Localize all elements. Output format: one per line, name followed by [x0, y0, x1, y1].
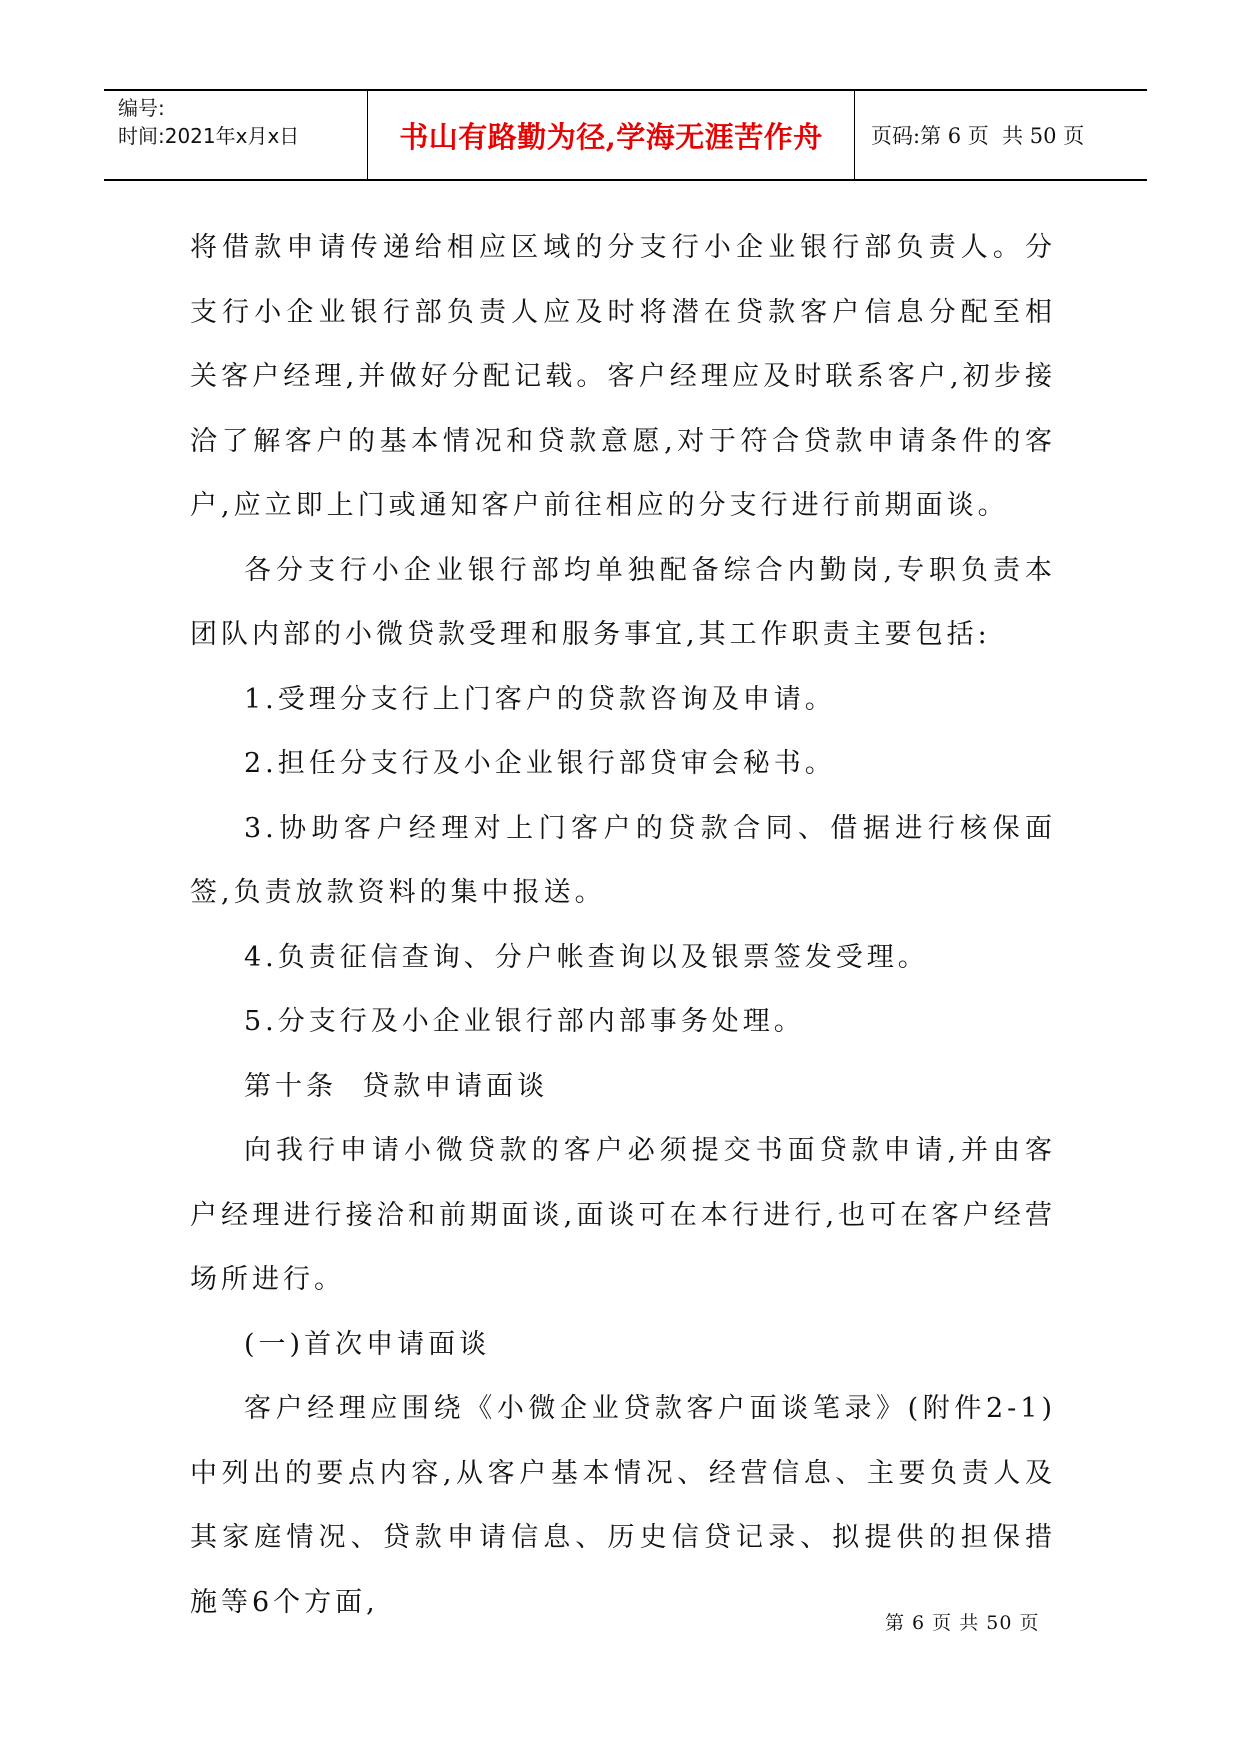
header-motto: 书山有路勤为径,学海无涯苦作舟	[368, 91, 855, 179]
list-item: 2.担任分支行及小企业银行部贷审会秘书。	[244, 748, 836, 779]
paragraph: 各分支行小企业银行部均单独配备综合内勤岗,专职负责本团队内部的小微贷款受理和服务事宜,其工作职责主要包括:	[190, 554, 1056, 650]
page-header	[104, 89, 1147, 181]
section-heading: 第十条 贷款申请面谈	[244, 1070, 549, 1102]
paragraph: 将借款申请传递给相应区域的分支行小企业银行部负责人。分支行小企业银行部负责人应及时将潜在贷款客户信息分配至相关客户经理,并做好分配记载。客户经理应及时联系客户,初步接洽了解客户的基本情况和贷款意愿,对于符合贷款申请条件的客户,应立即上门或通知客户前往相应的分支行进行前期面谈。	[190, 232, 1056, 521]
paragraph: 客户经理应围绕《小微企业贷款客户面谈笔录》(附件2-1)中列出的要点内容,从客户基本情况、经营信息、主要负责人及其家庭情况、贷款申请信息、历史信贷记录、拟提供的担保措施等6个方面,	[190, 1393, 1056, 1618]
document-time-label: 时间:2021年x月x日	[118, 124, 300, 148]
header-page-number: 页码:第 6 页 共 50 页	[871, 124, 1085, 148]
list-item: 3.协助客户经理对上门客户的贷款合同、借据进行核保面签,负责放款资料的集中报送。	[190, 812, 1056, 908]
subsection-heading: (一)首次申请面谈	[244, 1328, 491, 1360]
list-item: 4.负责征信查询、分户帐查询以及银票签发受理。	[244, 941, 929, 973]
paragraph: 向我行申请小微贷款的客户必须提交书面贷款申请,并由客户经理进行接洽和前期面谈,面谈可在本行进行,也可在客户经营场所进行。	[190, 1135, 1056, 1295]
page-footer: 第 6 页 共 50 页	[885, 1612, 1040, 1634]
document-number-label: 编号:	[118, 96, 165, 120]
list-item: 5.分支行及小企业银行部内部事务处理。	[244, 1006, 805, 1037]
list-item: 1.受理分支行上门客户的贷款咨询及申请。	[244, 683, 836, 715]
header-meta	[104, 91, 368, 179]
document-body	[190, 216, 1056, 1635]
